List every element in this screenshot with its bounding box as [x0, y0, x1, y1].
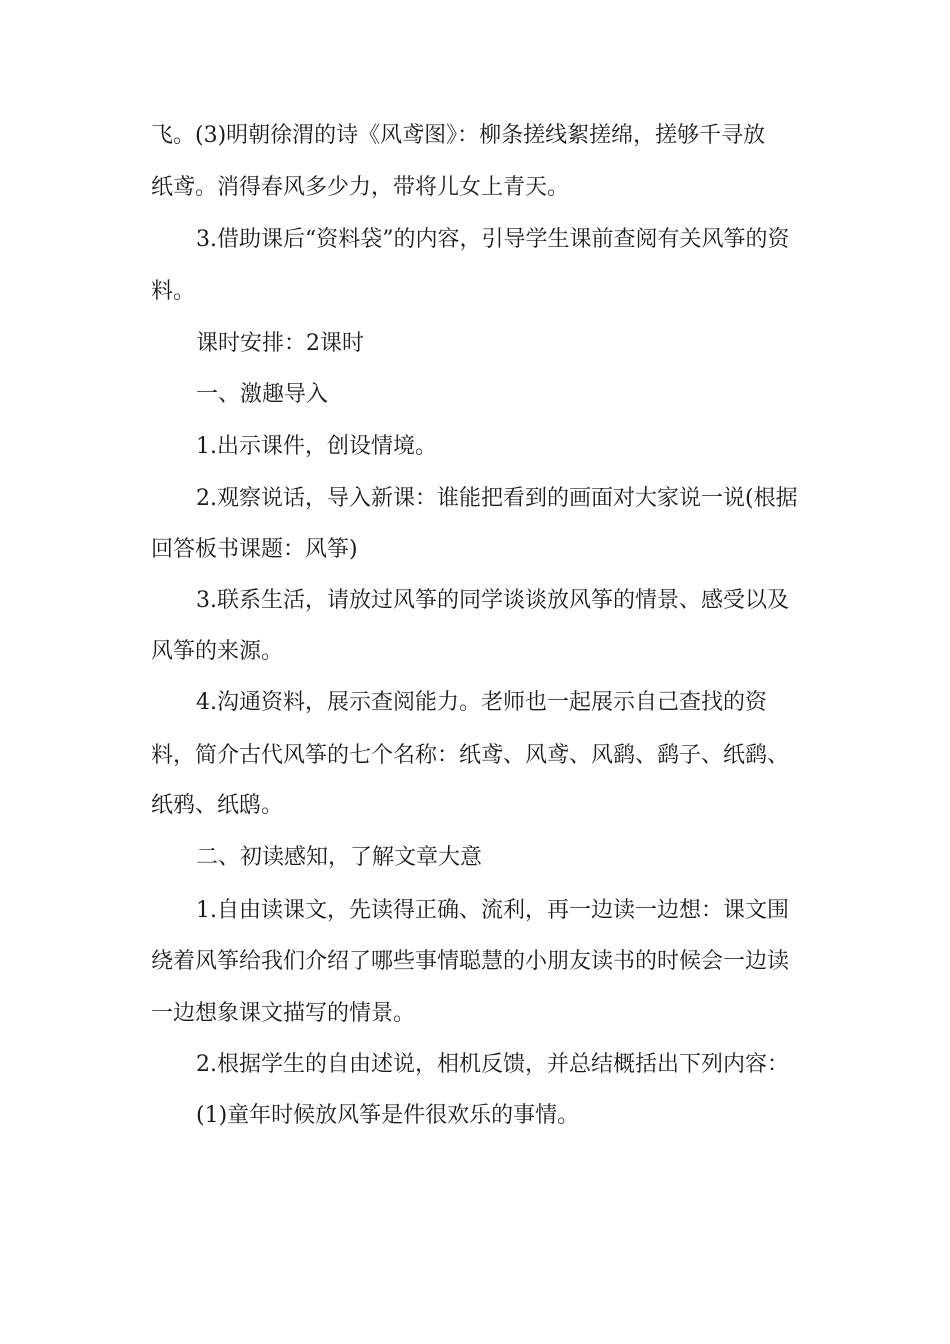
text-line: 纸鸢。消得春风多少力，带将儿女上青天。: [151, 175, 570, 200]
text-line: 课时安排：2课时: [196, 331, 364, 356]
text-line: 一边想象课文描写的情景。: [151, 1001, 416, 1026]
text-line: 2.根据学生的自由述说，相机反馈，并总结概括出下列内容：: [196, 1052, 789, 1077]
text-line: 料，简介古代风筝的七个名称：纸鸢、风鸢、风鹞、鹞子、纸鹞、: [151, 743, 790, 768]
section-heading: 二、初读感知，了解文章大意: [196, 845, 483, 870]
section-heading: 一、激趣导入: [196, 382, 329, 407]
text-line: 绕着风筝给我们介绍了哪些事情聪慧的小朋友读书的时候会一边读: [151, 949, 790, 974]
text-line: (1)童年时候放风筝是件很欢乐的事情。: [196, 1103, 580, 1128]
text-line: 3.借助课后“资料袋”的内容，引导学生课前查阅有关风筝的资: [196, 227, 790, 252]
text-line: 回答板书课题：风筝): [151, 537, 358, 562]
text-line: 风筝的来源。: [151, 639, 284, 664]
text-line: 3.联系生活，请放过风筝的同学谈谈放风筝的情景、感受以及: [196, 588, 789, 613]
text-line: 4.沟通资料，展示查阅能力。老师也一起展示自己查找的资: [196, 690, 767, 715]
text-line: 料。: [151, 279, 196, 304]
text-line: 纸鸦、纸鸱。: [151, 793, 284, 818]
text-line: 1.自由读课文，先读得正确、流利，再一边读一边想：课文围: [196, 898, 789, 923]
text-line: 飞。(3)明朝徐渭的诗《风鸢图》：柳条搓线絮搓绵，搓够千寻放: [151, 123, 766, 148]
text-line: 2.观察说话，导入新课：谁能把看到的画面对大家说一说(根据: [196, 486, 798, 511]
text-line: 1.出示课件，创设情境。: [196, 434, 437, 459]
